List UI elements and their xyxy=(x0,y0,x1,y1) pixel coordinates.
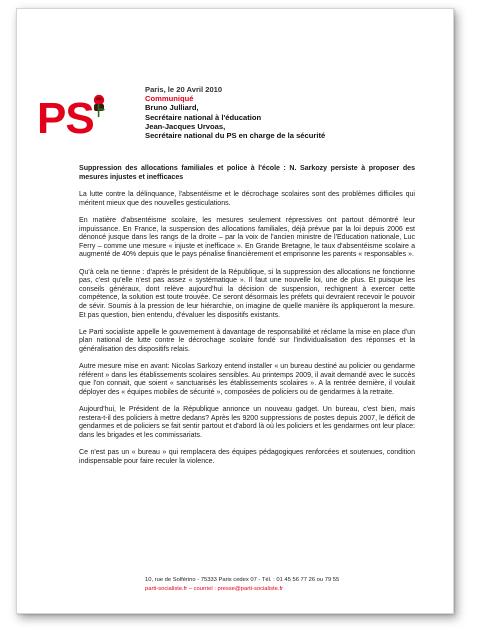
signatory-line: Secrétaire national à l'éducation xyxy=(145,112,262,122)
release-kind: Communiqué xyxy=(145,94,194,104)
body-paragraph: Aujourd'hui, le Président de la République annonce un nouveau gadget. Un bureau, c'est bien, mais restera-t-il des policiers à mettre dedans? Après les 9200 suppressions de postes depuis 2007, le déficit de gendarmes et de policiers se fait sentir partout et d'abord là où les policiers et les gendarmes ont leur place: dans les brigades et les commissariats. xyxy=(79,406,415,439)
ps-logo xyxy=(37,95,107,143)
fist-and-rose-icon xyxy=(89,93,109,119)
place-date: Paris, le 20 Avril 2010 xyxy=(145,85,223,94)
signatory-line: Secrétaire national du PS en charge de la sécurité xyxy=(145,131,326,141)
body-paragraph: En matière d'absentéisme scolaire, les mesures seulement répressives ont partout démontré leur impuissance. En France, la suspension des allocations familiales, déjà prévue par la loi depuis 2006 est dénoncé jusque dans les rangs de la droite – par la voix de l'ancien ministre de l'Education nationale, Luc Ferry – comme une mesure « injuste et inefficace ». En Grande Bretagne, le taux d'absentéisme scolaire a augmenté de 40% depuis que le pays pénalise financièrement et emprisonne les parents « responsables ». xyxy=(79,216,415,259)
email-link[interactable]: presse@parti-socialiste.fr xyxy=(217,586,283,592)
footer-address: 10, rue de Solférino - 75333 Paris cedex 07 - Tél. : 01 45 56 77 26 ou 79 55 xyxy=(145,577,340,583)
ps-logo-text: PS xyxy=(37,94,94,143)
footer-contact xyxy=(145,585,395,594)
signatory-line: Jean-Jacques Urvoas, xyxy=(145,121,226,131)
contact-separator: – courriel : xyxy=(187,586,218,592)
body-paragraph: La lutte contre la délinquance, l'absentéisme et le décrochage scolaires sont des problèmes difficiles qui méritent mieux que des nouvelles gesticulations. xyxy=(79,191,415,207)
release-footer xyxy=(145,576,395,594)
release-body xyxy=(79,165,415,475)
body-paragraph: Le Parti socialiste appelle le gouvernement à davantage de responsabilité et réclame la mise en place d'un plan national de lutte contre le décrochage scolaire fondé sur l'individualisation des réponses et la généralisation des dispositifs relais. xyxy=(79,328,415,353)
press-release-page xyxy=(16,8,454,614)
release-header xyxy=(145,85,445,140)
release-title: Suppression des allocations familiales et police à l'école : N. Sarkozy persiste à proposer des mesures injustes et inefficaces xyxy=(79,165,415,181)
signatory-line: Bruno Julliard, xyxy=(145,103,199,113)
body-paragraph: Autre mesure mise en avant: Nicolas Sarkozy entend installer « un bureau destiné au policier ou gendarme référent » dans les établissements scolaires sensibles. Au printemps 2009, il avait demandé avec le succès que l'on connait, que soient « sanctuarisés les établissements scolaires ». A la rentrée dernière, il voulait déployer des « équipes mobiles de sécurité », composées de policiers ou de gendarmes à la retraite. xyxy=(79,363,415,396)
website-link[interactable]: parti-socialiste.fr xyxy=(145,586,188,592)
body-paragraph: Qu'à cela ne tienne : d'après le président de la République, si la suppression des allocations ne fonctionne pas, c'est qu'elle n'est pas assez « systématique ». Il faut une nouvelle loi, une de plus. Et puisque les conseils généraux, dont relève aujourd'hui la décision de suspension, rechignent à exercer cette compétence, la solution est toute trouvée. Ce seront désormais les préfets qui devraient recevoir le pouvoir de sévir. Soumis à la pression de leur hiérarchie, on imagine de quelle manière ils appliqueront la mesure. Et pas question, bien entendu, d'évaluer les dispositifs existants. xyxy=(79,268,415,319)
body-paragraph: Ce n'est pas un « bureau » qui remplacera des équipes pédagogiques renforcées et soutenues, condition indispensable pour faire reculer la violence. xyxy=(79,449,415,465)
